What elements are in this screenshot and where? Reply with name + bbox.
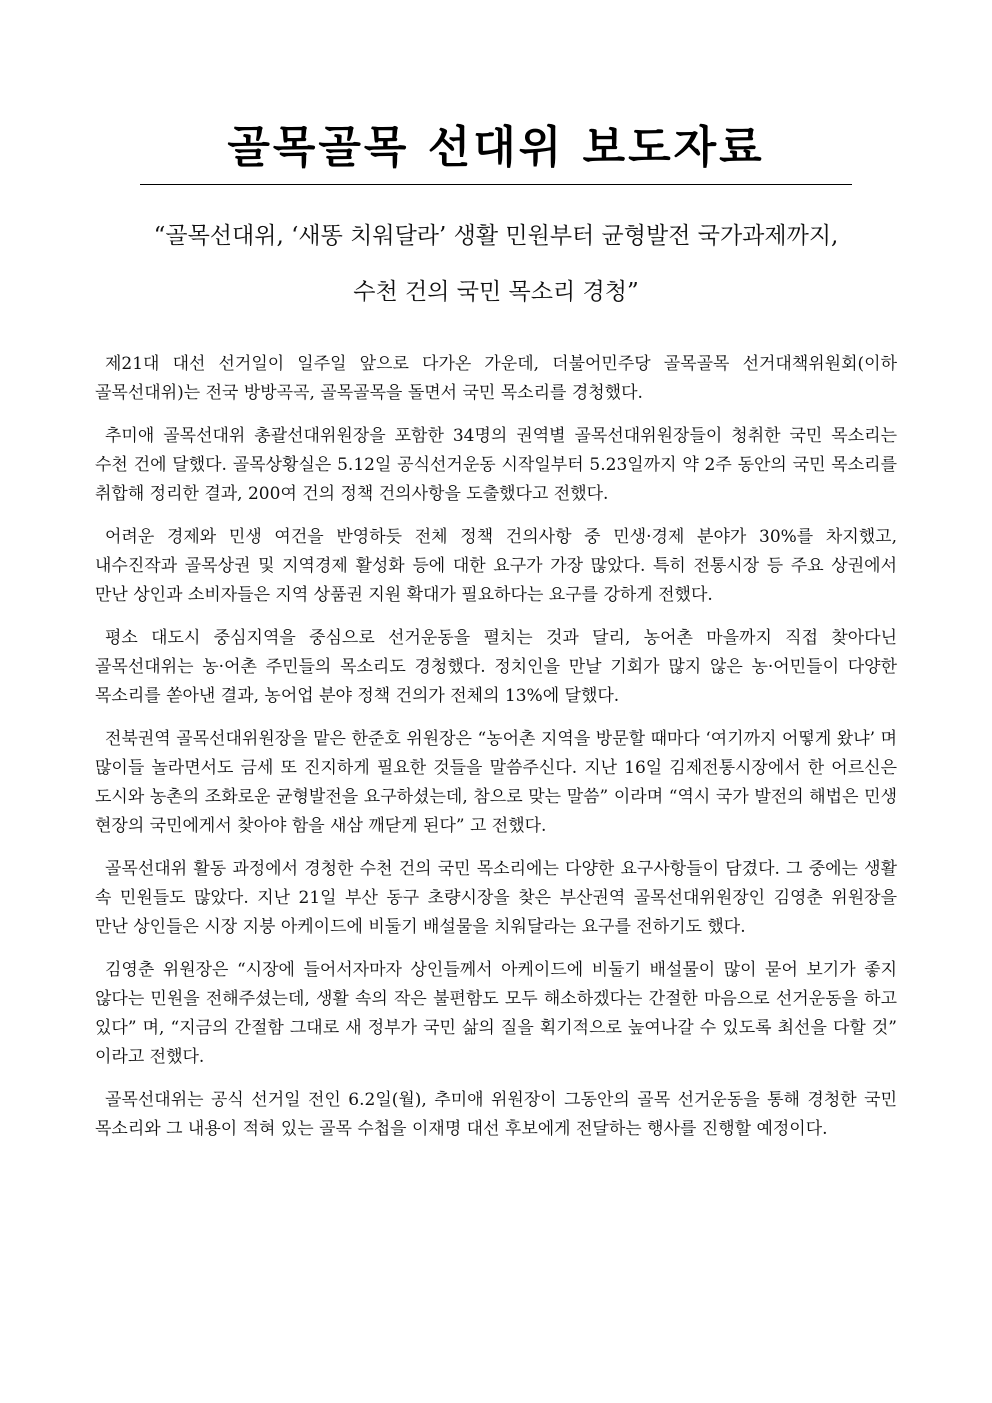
title-underline (140, 184, 852, 185)
article-body (95, 350, 897, 1158)
paragraph: 김영춘 위원장은 “시장에 들어서자마자 상인들께서 아케이드에 비둘기 배설물이 많이 묻어 보기가 좋지 않다는 민원을 전해주셨는데, 생활 속의 작은 불편함도 모두 해소하겠다는 간절한 마음으로 선거운동을 하고 있다” 며, “지금의 간절함 그대로 새 정부가 국민 삶의 질을 획기적으로 높여나갈 수 있도록 최선을 다할 것” 이라고 전했다. (95, 960, 897, 1067)
paragraph: 추미애 골목선대위 총괄선대위원장을 포함한 34명의 권역별 골목선대위원장들이 청취한 국민 목소리는 수천 건에 달했다. 골목상황실은 5.12일 공식선거운동 시작일부터 5.23일까지 약 2주 동안의 국민 목소리를 취합해 정리한 결과, 200여 건의 정책 건의사항을 도출했다고 전했다. (95, 426, 897, 504)
subtitle-line: 수천 건의 국민 목소리 경청” (353, 279, 639, 305)
paragraph: 전북권역 골목선대위원장을 맡은 한준호 위원장은 “농어촌 지역을 방문할 때마다 ‘여기까지 어떻게 왔냐’ 며 많이들 놀라면서도 금세 또 진지하게 필요한 것들을 말씀주신다. 지난 16일 김제전통시장에서 한 어르신은 도시와 농촌의 조화로운 균형발전을 요구하셨는데, 참으로 맞는 말씀” 이라며 “역시 국가 발전의 해법은 민생 현장의 국민에게서 찾아야 함을 새삼 깨닫게 된다” 고 전했다. (95, 729, 897, 836)
subtitle-line: “골목선대위, ‘새똥 치워달라’ 생활 민원부터 균형발전 국가과제까지, (153, 223, 839, 249)
paragraph: 어려운 경제와 민생 여건을 반영하듯 전체 정책 건의사항 중 민생·경제 분야가 30%를 차지했고, 내수진작과 골목상권 및 지역경제 활성화 등에 대한 요구가 가장 많았다. 특히 전통시장 등 주요 상권에서 만난 상인과 소비자들은 지역 상품권 지원 확대가 필요하다는 요구를 강하게 전했다. (95, 527, 897, 605)
paragraph: 골목선대위는 공식 선거일 전인 6.2일(월), 추미애 위원장이 그동안의 골목 선거운동을 통해 경청한 국민 목소리와 그 내용이 적혀 있는 골목 수첩을 이재명 대선 후보에게 전달하는 행사를 진행할 예정이다. (95, 1090, 897, 1139)
paragraph: 제21대 대선 선거일이 일주일 앞으로 다가온 가운데, 더불어민주당 골목골목 선거대책위원회(이하 골목선대위)는 전국 방방곡곡, 골목골목을 돌면서 국민 목소리를 경청했다. (95, 354, 897, 403)
paragraph: 평소 대도시 중심지역을 중심으로 선거운동을 펼치는 것과 달리, 농어촌 마을까지 직접 찾아다닌 골목선대위는 농·어촌 주민들의 목소리도 경청했다. 정치인을 만날 기회가 많지 않은 농·어민들이 다양한 목소리를 쏟아낸 결과, 농어업 분야 정책 건의가 전체의 13%에 달했다. (95, 628, 897, 706)
subtitle (80, 208, 912, 320)
paragraph: 골목선대위 활동 과정에서 경청한 수천 건의 국민 목소리에는 다양한 요구사항들이 담겼다. 그 중에는 생활 속 민원들도 많았다. 지난 21일 부산 동구 초량시장을 찾은 부산권역 골목선대위원장인 김영춘 위원장을 만난 상인들은 시장 지붕 아케이드에 비둘기 배설물을 치워달라는 요구를 전하기도 했다. (95, 859, 897, 937)
document-title: 골목골목 선대위 보도자료 (227, 122, 765, 173)
